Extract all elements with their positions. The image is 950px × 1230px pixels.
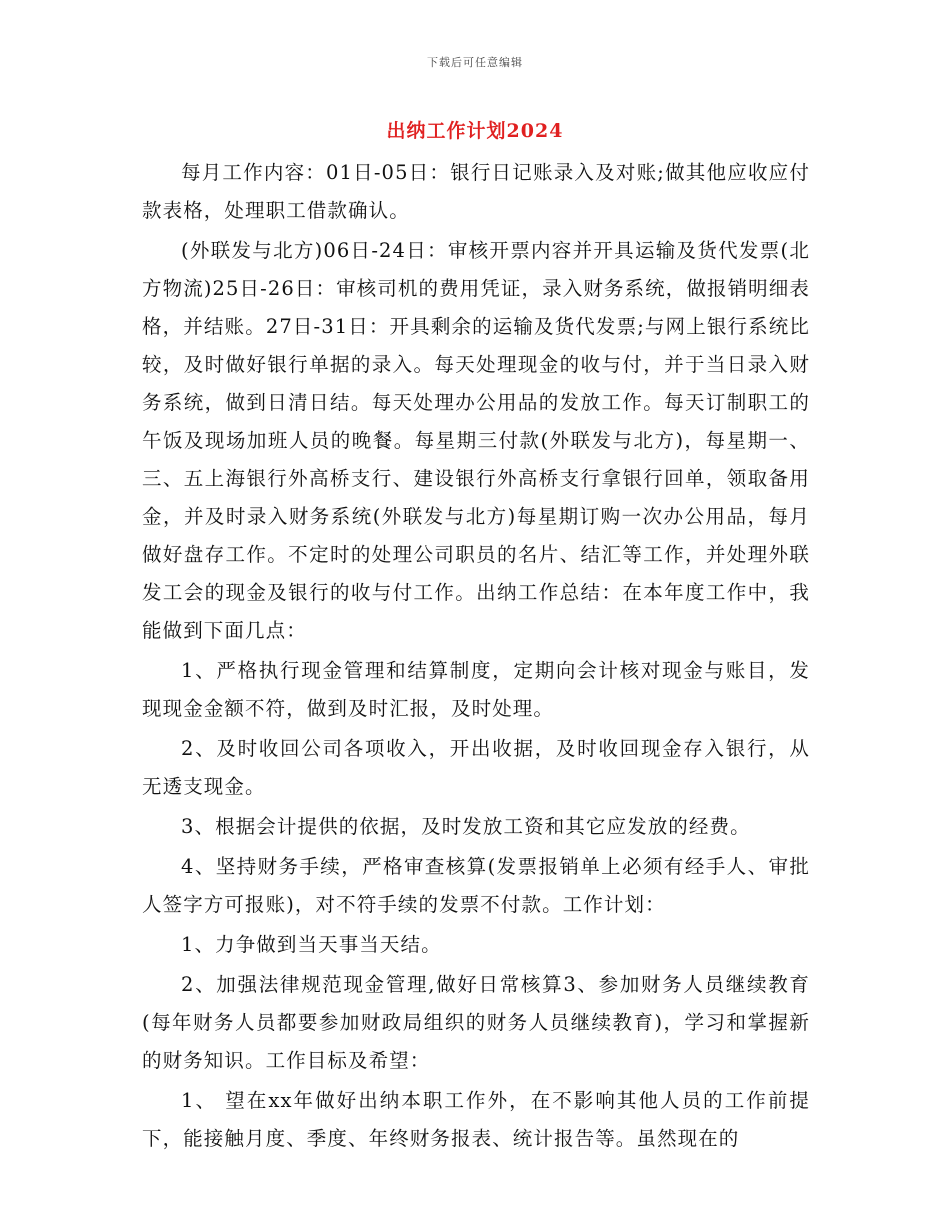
paragraph: 1、 望在xx年做好出纳本职工作外，在不影响其他人员的工作前提下，能接触月度、季度、年终财务报表、统计报告等。虽然现在的 (142, 1089, 810, 1150)
page-header-note: 下载后可任意编辑 (427, 56, 523, 69)
paragraph: 2、加强法律规范现金管理,做好日常核算3、参加财务人员继续教育(每年财务人员都要参加财政局组织的财务人员继续教育)，学习和掌握新的财务知识。工作目标及希望： (142, 973, 810, 1072)
paragraph: 4、坚持财务手续，严格审查核算(发票报销单上必须有经手人、审批人签字方可报账)，对不符手续的发票不付款。工作计划： (142, 855, 810, 916)
paragraph: 2、及时收回公司各项收入，开出收据，及时收回现金存入银行，从无透支现金。 (142, 737, 810, 798)
paragraph: (外联发与北方)06日-24日：审核开票内容并开具运输及货代发票(北方物流)25日-26日：审核司机的费用凭证，录入财务系统，做报销明细表格，并结账。27日-31日：开具剩余的运输及货代发票;与网上银行系统比较，及时做好银行单据的录入。每天处理现金的收与付，并于当日录入财务系统，做到日清日结。每天处理办公用品的发放工作。每天订制职工的午饭及现场加班人员的晚餐。每星期三付款(外联发与北方)，每星期一、三、五上海银行外高桥支行、建设银行外高桥支行拿银行回单，领取备用金，并及时录入财务系统(外联发与北方)每星期订购一次办公用品，每月做好盘存工作。不定时的处理公司职员的名片、结汇等工作，并处理外联发工会的现金及银行的收与付工作。出纳工作总结：在本年度工作中，我能做到下面几点： (142, 239, 810, 642)
paragraph: 1、力争做到当天事当天结。 (181, 933, 442, 956)
document-body (142, 154, 810, 1160)
paragraph: 3、根据会计提供的依据，及时发放工资和其它应发放的经费。 (181, 815, 751, 838)
paragraph: 1、严格执行现金管理和结算制度，定期向会计核对现金与账目，发现现金金额不符，做到及时汇报，及时处理。 (142, 659, 810, 720)
paragraph: 每月工作内容：01日-05日：银行日记账录入及对账;做其他应收应付款表格，处理职工借款确认。 (142, 161, 810, 222)
document-title: 出纳工作计划2024 (386, 120, 564, 142)
